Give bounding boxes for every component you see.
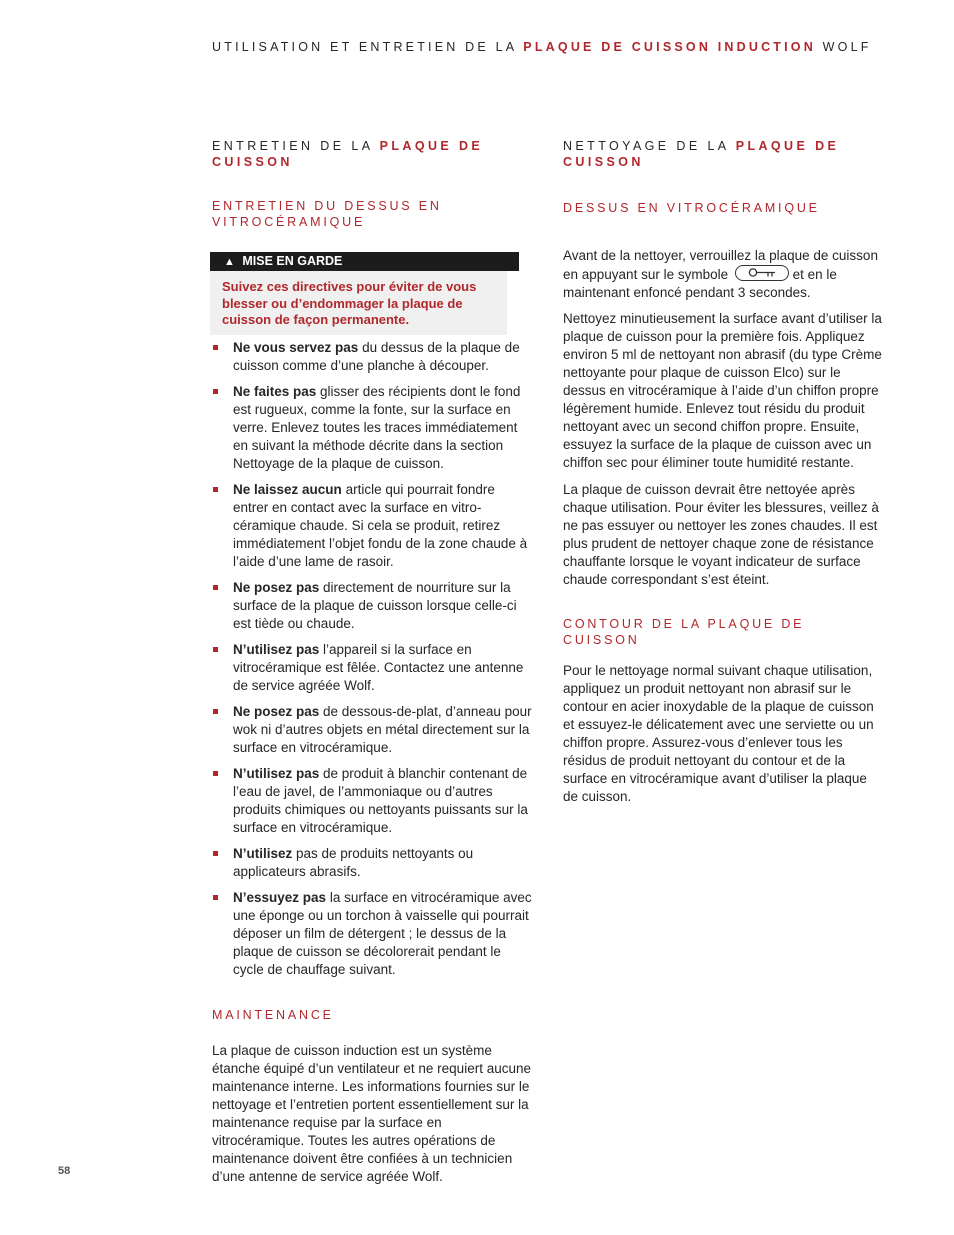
left-column bbox=[212, 138, 532, 1186]
bullet-bold: Ne vous servez pas bbox=[233, 340, 359, 356]
bullet-text: article qui pourrait fondre entrer en contact avec la surface en vitrocéramique chaude. Si cela se produit, retirez immédiatement l’objet fondu de la zone chaude à l’aide d’une lame de rasoir. bbox=[233, 482, 528, 570]
bullet-square-icon bbox=[213, 771, 218, 776]
warning-triangle-icon: ▲ bbox=[224, 256, 235, 268]
bullet-text: glisser des récipients dont le fond est rugueux, comme la fonte, sur la surface en verre. Enlevez toutes les traces immédiatement en suivant la méthode décrite dans la section Nettoyage de la plaque de cuisson. bbox=[233, 384, 521, 472]
list-item bbox=[212, 339, 532, 375]
header-highlight: PLAQUE DE CUISSON INDUCTION bbox=[523, 40, 816, 54]
bullet-square-icon bbox=[213, 487, 218, 492]
list-item bbox=[212, 579, 532, 633]
subsection-title-dessus: DESSUS EN VITROCÉRAMIQUE bbox=[563, 201, 820, 215]
warning-text: Suivez ces directives pour éviter de vous blesser ou d’endommager la plaque de cuisson de façon permanente. bbox=[222, 279, 477, 328]
care-bullet-list bbox=[212, 339, 532, 979]
section-title-nettoyage bbox=[563, 138, 883, 170]
bullet-bold: Ne faites pas bbox=[233, 384, 317, 400]
bullet-square-icon bbox=[213, 345, 218, 350]
list-item bbox=[212, 765, 532, 837]
bullet-text: du dessus de la plaque de cuisson comme d’une planche à découper. bbox=[233, 340, 520, 374]
warning-box bbox=[210, 271, 507, 335]
section-title-prefix: ENTRETIEN DE LA bbox=[212, 139, 373, 153]
bullet-square-icon bbox=[213, 389, 218, 394]
bullet-text: l’appareil si la surface en vitrocéramique est fêlée. Contactez une antenne de service agréée Wolf. bbox=[233, 642, 524, 694]
bullet-bold: Ne posez pas bbox=[233, 704, 320, 720]
bullet-square-icon bbox=[213, 851, 218, 856]
bullet-text: la surface en vitrocéramique avec une éponge ou un torchon à vaisselle qui pourrait déposer un film de détergent ; le dessus de la plaque de cuisson se décolorerait pendant le cycle de chauffage suivant. bbox=[233, 890, 532, 978]
section-title-prefix: NETTOYAGE DE LA bbox=[563, 139, 729, 153]
warning-title: MISE EN GARDE bbox=[242, 254, 343, 268]
section-title-highlight: PLAQUE DE CUISSON bbox=[563, 139, 840, 169]
bullet-text: de dessous-de-plat, d’anneau pour wok ni d’autres objets en métal directement sur la surface en vitrocéramique. bbox=[233, 704, 532, 756]
header-prefix: UTILISATION ET ENTRETIEN DE LA bbox=[212, 40, 517, 54]
subsection-title-vitroceramique: ENTRETIEN DU DESSUS EN VITROCÉRAMIQUE bbox=[212, 199, 442, 229]
bullet-bold: Ne laissez aucun bbox=[233, 482, 342, 498]
lock-paragraph bbox=[563, 247, 883, 302]
bullet-text: de produit à blanchir contenant de l’eau de javel, de l’ammoniaque ou d’autres produits chimiques ou nettoyants puissants sur la surface en vitrocéramique. bbox=[233, 766, 528, 836]
first-cleaning-paragraph: Nettoyez minutieusement la surface avant d’utiliser la plaque de cuisson pour la première fois. Appliquez environ 5 ml de nettoyant non abrasif (du type Crème nettoyante pour plaque de cuisson Elco) sur le dessus en vitrocéramique à l’aide d’un chiffon propre légèrement humide. Enlevez tout résidu du produit nettoyant avec un second chiffon propre. Ensuite, essuyez la surface de la plaque de cuisson avec un chiffon sec pour éliminer toute humidité restante. bbox=[563, 311, 882, 470]
bullet-bold: N’utilisez bbox=[233, 846, 293, 862]
bullet-square-icon bbox=[213, 585, 218, 590]
bullet-bold: N’utilisez pas bbox=[233, 766, 320, 782]
maintenance-paragraph: La plaque de cuisson induction est un système étanche équipé d’un ventilateur et ne requiert aucune maintenance interne. Les informations fournies sur le nettoyage et l’entretien portent essentiellement sur la maintenance requise par la surface en vitrocéramique. Toutes les autres opérations de maintenance doivent être confiées à un technicien d’une antenne de service agréée Wolf. bbox=[212, 1043, 531, 1185]
lock-text-before: Avant de la nettoyer, verrouillez la plaque de cuisson en appuyant sur le symbole bbox=[563, 248, 878, 282]
subsection-title-contour: CONTOUR DE LA PLAQUE DE CUISSON bbox=[563, 617, 805, 647]
bullet-square-icon bbox=[213, 647, 218, 652]
page-number: 58 bbox=[58, 1165, 71, 1177]
list-item bbox=[212, 641, 532, 695]
list-item bbox=[212, 889, 532, 979]
bullet-square-icon bbox=[213, 709, 218, 714]
list-item bbox=[212, 845, 532, 881]
section-title-entretien bbox=[212, 138, 532, 170]
list-item bbox=[212, 703, 532, 757]
after-use-paragraph: La plaque de cuisson devrait être nettoyée après chaque utilisation. Pour éviter les blessures, veillez à ne pas essuyer ou nettoyer les zones chaudes. Il est plus prudent de nettoyer chaque zone de résistance chauffante lorsque le voyant indicateur de surface chaude correspondant s’est éteint. bbox=[563, 482, 879, 587]
right-column bbox=[563, 138, 883, 806]
contour-paragraph: Pour le nettoyage normal suivant chaque utilisation, appliquez un produit nettoyant non abrasif sur le contour en acier inoxydable de la plaque de cuisson et essuyez-le délicatement avec une serviette ou un chiffon propre. Assurez-vous d’enlever tous les résidus de produit nettoyant du contour et de la surface en vitrocéramique avant d’utiliser la plaque de cuisson. bbox=[563, 663, 874, 804]
bullet-bold: N’essuyez pas bbox=[233, 890, 327, 906]
lock-text-after: et en le maintenant enfoncé pendant 3 secondes. bbox=[563, 267, 837, 300]
running-header bbox=[212, 40, 912, 54]
key-lock-icon bbox=[735, 265, 789, 281]
header-suffix: WOLF bbox=[822, 40, 872, 54]
bullet-text: directement de nourriture sur la surface de la plaque de cuisson lorsque celle-ci est tiède ou chaude. bbox=[233, 580, 517, 632]
bullet-bold: Ne posez pas bbox=[233, 580, 320, 596]
list-item bbox=[212, 383, 532, 473]
bullet-square-icon bbox=[213, 895, 218, 900]
warning-block bbox=[212, 252, 532, 335]
warning-bar bbox=[210, 252, 519, 271]
subsection-title-maintenance: MAINTENANCE bbox=[212, 1008, 334, 1023]
bullet-text: pas de produits nettoyants ou applicateurs abrasifs. bbox=[233, 846, 474, 880]
section-title-highlight: PLAQUE DE CUISSON bbox=[212, 139, 484, 169]
bullet-bold: N’utilisez pas bbox=[233, 642, 320, 658]
list-item bbox=[212, 481, 532, 571]
